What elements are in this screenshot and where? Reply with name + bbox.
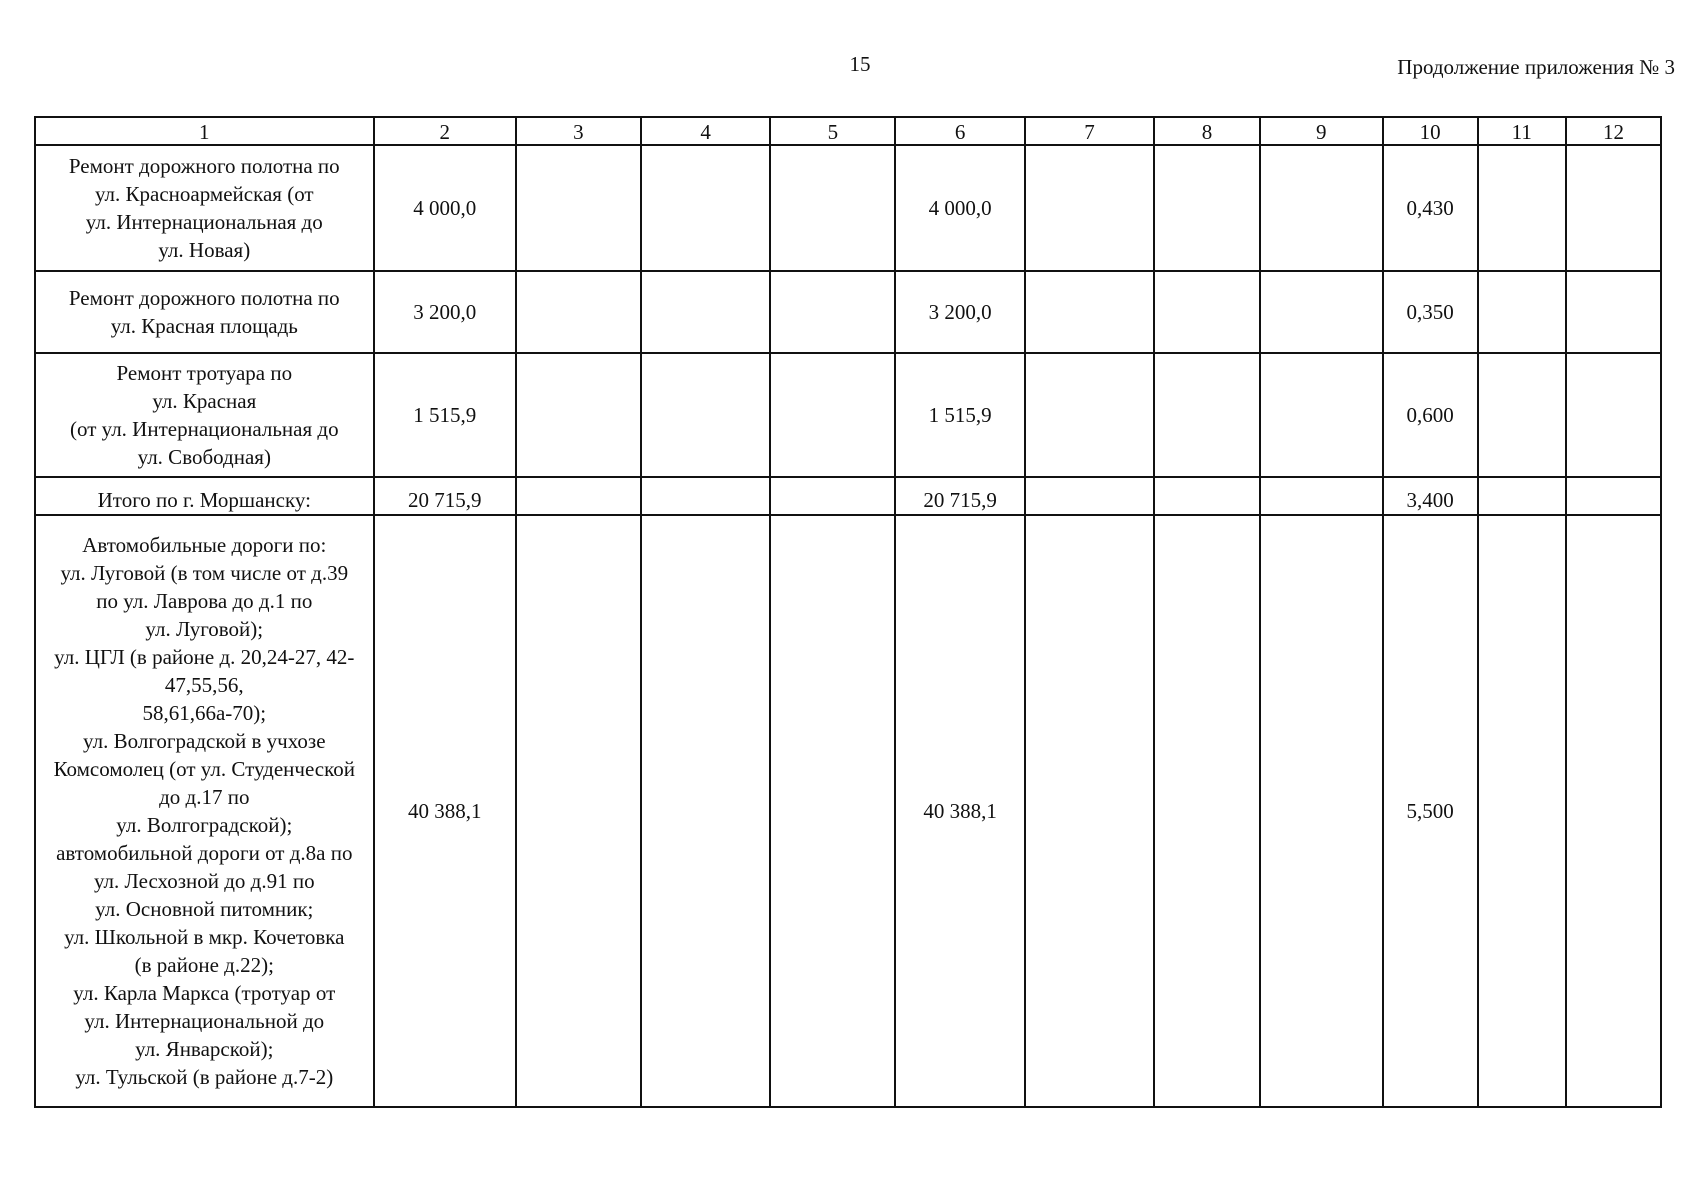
table-row: [35, 515, 1661, 1107]
amount-cell: 40 388,1: [895, 515, 1024, 1107]
column-header: 1: [35, 117, 374, 145]
empty-cell: [770, 477, 895, 515]
empty-cell: [1566, 145, 1661, 271]
row-name-cell: Ремонт дорожного полотна по ул. Красная площадь: [35, 271, 374, 353]
column-header: 8: [1154, 117, 1260, 145]
length-cell: 0,350: [1383, 271, 1478, 353]
amount-cell: 3 200,0: [374, 271, 516, 353]
empty-cell: [641, 271, 770, 353]
empty-cell: [770, 145, 895, 271]
total-label: Итого по г. Моршанску:: [35, 477, 374, 515]
empty-cell: [641, 515, 770, 1107]
empty-cell: [1025, 271, 1154, 353]
empty-cell: [516, 271, 641, 353]
column-header: 9: [1260, 117, 1383, 145]
column-header: 5: [770, 117, 895, 145]
column-header: 6: [895, 117, 1024, 145]
empty-cell: [516, 515, 641, 1107]
empty-cell: [1260, 477, 1383, 515]
row-name-cell: Ремонт тротуара по ул. Красная (от ул. Интернациональная до ул. Свободная): [35, 353, 374, 477]
length-cell: 5,500: [1383, 515, 1478, 1107]
amount-cell: 4 000,0: [374, 145, 516, 271]
empty-cell: [1025, 477, 1154, 515]
empty-cell: [1260, 145, 1383, 271]
empty-cell: [1025, 353, 1154, 477]
amount-cell: 4 000,0: [895, 145, 1024, 271]
empty-cell: [1154, 353, 1260, 477]
empty-cell: [516, 353, 641, 477]
length-cell: 0,430: [1383, 145, 1478, 271]
empty-cell: [1566, 515, 1661, 1107]
column-header: 11: [1478, 117, 1566, 145]
empty-cell: [641, 145, 770, 271]
column-header: 2: [374, 117, 516, 145]
column-header: 7: [1025, 117, 1154, 145]
empty-cell: [516, 145, 641, 271]
empty-cell: [1154, 477, 1260, 515]
column-header: 10: [1383, 117, 1478, 145]
empty-cell: [1566, 477, 1661, 515]
table-row: [35, 353, 1661, 477]
column-header: 4: [641, 117, 770, 145]
empty-cell: [770, 353, 895, 477]
empty-cell: [1478, 353, 1566, 477]
row-name-cell: Автомобильные дороги по: ул. Луговой (в том числе от д.39 по ул. Лаврова до д.1 по ул. Луговой); ул. ЦГЛ (в районе д. 20,24-27, 42- 47,55,56, 58,61,66а-70); ул. Волгоградской в учхозе Комсомолец (от ул. Студенческой до д.17 по ул. Волгоградской); автомобильной дороги от д.8а по ул. Лесхозной до д.91 по ул. Основной питомник; ул. Школьной в мкр. Кочетовка (в районе д.22); ул. Карла Маркса (тротуар от ул. Интернациональной до ул. Январской); ул. Тульской (в районе д.7-2): [35, 515, 374, 1107]
empty-cell: [1566, 271, 1661, 353]
empty-cell: [770, 515, 895, 1107]
empty-cell: [516, 477, 641, 515]
column-header: 3: [516, 117, 641, 145]
empty-cell: [641, 477, 770, 515]
empty-cell: [1154, 145, 1260, 271]
length-cell: 0,600: [1383, 353, 1478, 477]
amount-cell: 40 388,1: [374, 515, 516, 1107]
appendix-note: Продолжение приложения № 3: [1397, 55, 1675, 79]
amount-cell: 1 515,9: [374, 353, 516, 477]
column-number-row: [35, 117, 1661, 145]
empty-cell: [1566, 353, 1661, 477]
empty-cell: [1260, 515, 1383, 1107]
table-row: [35, 145, 1661, 271]
page-number: 15: [849, 52, 871, 76]
empty-cell: [1260, 353, 1383, 477]
column-header: 12: [1566, 117, 1661, 145]
empty-cell: [1154, 515, 1260, 1107]
amount-cell: 1 515,9: [895, 353, 1024, 477]
empty-cell: [1025, 515, 1154, 1107]
empty-cell: [1478, 271, 1566, 353]
empty-cell: [1025, 145, 1154, 271]
empty-cell: [1260, 271, 1383, 353]
row-name-cell: Ремонт дорожного полотна по ул. Красноармейская (от ул. Интернациональная до ул. Новая): [35, 145, 374, 271]
amount-cell: 3 200,0: [895, 271, 1024, 353]
data-table: [34, 116, 1662, 1108]
total-length-cell: 3,400: [1383, 477, 1478, 515]
empty-cell: [1478, 515, 1566, 1107]
empty-cell: [1478, 145, 1566, 271]
empty-cell: [770, 271, 895, 353]
empty-cell: [1154, 271, 1260, 353]
total-amount-cell: 20 715,9: [374, 477, 516, 515]
total-amount-cell: 20 715,9: [895, 477, 1024, 515]
total-row: [35, 477, 1661, 515]
empty-cell: [1478, 477, 1566, 515]
empty-cell: [641, 353, 770, 477]
table-row: [35, 271, 1661, 353]
